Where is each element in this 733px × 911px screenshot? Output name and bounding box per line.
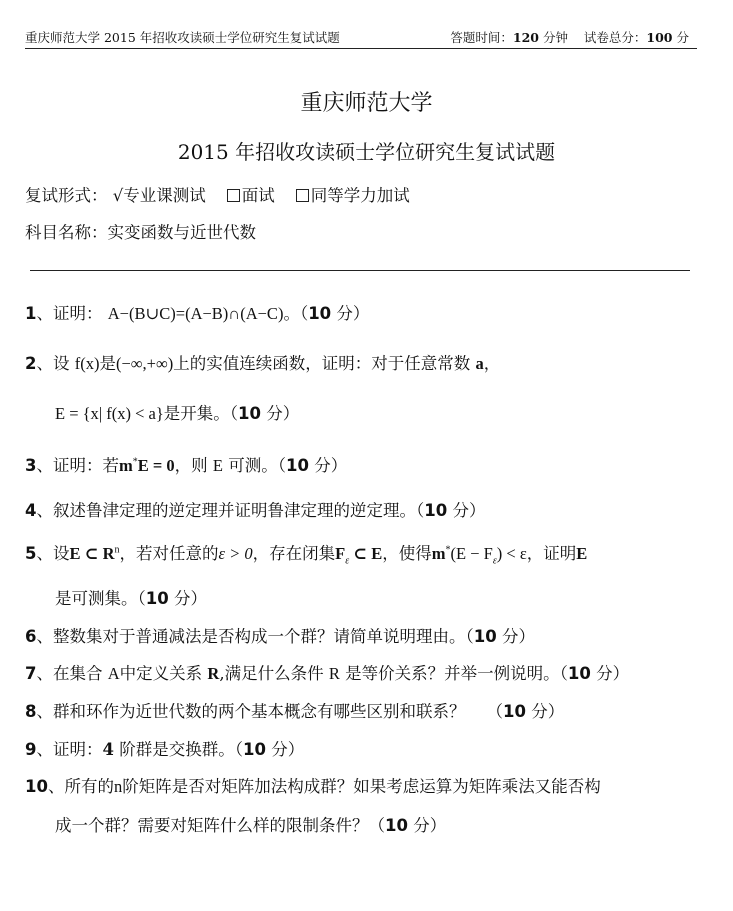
score-note: （10 分） [486,702,565,721]
separator: 、 [47,777,65,796]
separator: 、 [36,627,53,646]
score-note: （10 分） [234,740,305,759]
question-text: 是 [99,354,116,373]
separator: 、 [36,740,53,759]
score-note: （10 分） [229,404,300,423]
header-title: 重庆师范大学 2015 年招收攻读硕士学位研究生复试试题 [25,30,340,45]
math-expression: 4 [102,740,114,759]
question-text: 阶群是交换群。 [119,740,235,759]
question-text: 叙述鲁津定理的逆定理并证明鲁津定理的逆定理。 [52,501,416,520]
math-expression: m [431,544,446,563]
exam-title: 2015 年招收攻读硕士学位研究生复试试题 [177,140,556,164]
question-2-continued [55,400,299,424]
question-text: ，存在闭集 [252,544,336,563]
math-expression: a [475,354,484,373]
subject-value: 实变函数与近世代数 [107,223,256,242]
separator: 、 [36,456,53,475]
score-unit: 分 [676,30,689,45]
format-option-2: 面试 [241,186,275,205]
question-6 [25,623,535,647]
math-expression: E [212,456,223,475]
math-expression: F [335,544,346,563]
math-expression: R [207,664,220,683]
score-note: （10 分） [277,456,348,475]
question-text: 是可测集。 [55,589,138,608]
time-label: 答题时间： [450,30,513,45]
math-expression: ε > 0 [218,544,253,563]
question-text: 群和环作为近世代数的两个基本概念有哪些区别和联系？ [52,702,466,721]
question-text: 是等价关系？并举一例说明。 [345,664,560,683]
running-header [25,28,697,49]
separator: 、 [36,354,53,373]
question-text: 在集合 [52,664,103,683]
score-note: （10 分） [299,304,370,323]
question-3 [25,452,347,476]
question-5-continued [55,585,207,609]
question-number: 4 [25,501,37,520]
question-number: 10 [25,777,48,796]
question-8 [25,698,564,722]
university-name: 重庆师范大学 [300,91,433,116]
time-value: 120 [512,30,539,45]
question-text: ， [483,354,501,373]
subject-label: 科目名称： [25,223,108,242]
separator: 、 [36,664,53,683]
question-1 [25,300,369,324]
question-text: 证明： [52,740,103,759]
math-expression: E ⊂ R [69,544,115,563]
math-superscript: * [445,544,451,556]
question-text: 设 [52,544,70,563]
math-subscript: ε [345,555,350,567]
question-text: 证明： [52,304,103,323]
score-note: （10 分） [559,664,630,683]
question-number: 2 [25,354,37,373]
question-text: 阶矩阵是否对矩阵加法构成群？如果考虑运算为矩阵乘法又能否构 [122,777,601,796]
subject-line [25,219,256,243]
math-expression: A [107,664,120,683]
math-expression: ) < ε [496,544,527,563]
question-9 [25,736,304,760]
question-text: 可测。 [228,456,278,475]
question-number: 7 [25,664,37,683]
separator: 、 [36,544,53,563]
question-text: 。 [283,304,300,323]
math-expression: n [113,777,123,796]
time-unit: 分钟 [542,30,568,45]
math-expression: E [576,544,588,563]
math-subscript: ε [492,555,497,567]
question-text: 上的实值连续函数，证明：对于任意常数 [173,354,471,373]
separator: 、 [36,702,53,721]
separator: 、 [36,501,53,520]
math-expression: R [328,664,340,683]
separator: 、 [36,304,53,323]
math-expression: E = 0 [137,456,175,475]
question-text: 整数集对于普通减法是否构成一个群？请简单说明理由。 [52,627,466,646]
question-text: 所有的 [64,777,114,796]
score-note: （10 分） [137,589,207,608]
math-expression: ⊂ E [349,544,383,563]
question-number: 3 [25,456,37,475]
question-text: ,满足什么条件 [219,664,324,683]
question-number: 1 [25,304,37,323]
format-option-3: 同等学力加试 [310,186,410,205]
score-note: （10 分） [368,816,447,835]
question-text: ，若对任意的 [119,544,219,563]
exam-format [25,182,410,206]
format-option-1: 专业课测试 [123,186,206,205]
checkbox-icon [296,189,309,202]
question-text: 证明：若 [52,456,119,475]
question-text: ，则 [174,456,208,475]
format-label: 复试形式： [25,186,108,205]
question-10 [25,773,601,797]
math-expression: m [118,456,133,475]
question-text: ，证明 [526,544,577,563]
question-text: ，使得 [382,544,432,563]
question-text: 是开集。 [163,404,230,423]
question-7 [25,660,629,684]
question-number: 6 [25,627,37,646]
math-expression: f(x) [74,354,100,373]
math-expression: (E − F [450,544,493,563]
question-10-continued [55,812,446,836]
divider [30,270,690,271]
question-number: 9 [25,740,37,759]
score-label: 试卷总分： [583,30,647,45]
check-mark: √ [112,186,124,205]
question-number: 8 [25,702,37,721]
score-note: （10 分） [465,627,535,646]
score-value: 100 [646,30,673,45]
question-text: 中定义关系 [119,664,203,683]
question-text: 成一个群？需要对矩阵什么样的限制条件？ [55,816,369,835]
math-expression: E = {x| f(x) < a} [55,404,164,423]
question-text: 设 [52,354,70,373]
score-note: （10 分） [415,501,486,520]
checkbox-icon [227,189,240,202]
question-2 [25,350,500,374]
header-info [450,28,689,46]
question-number: 5 [25,544,37,563]
math-expression: A−(B∪C)=(A−B)∩(A−C) [107,304,284,323]
math-superscript: * [132,456,138,468]
math-expression: (−∞,+∞) [115,354,174,373]
question-5 [25,540,587,566]
question-4 [25,497,485,521]
math-superscript: n [114,544,120,556]
